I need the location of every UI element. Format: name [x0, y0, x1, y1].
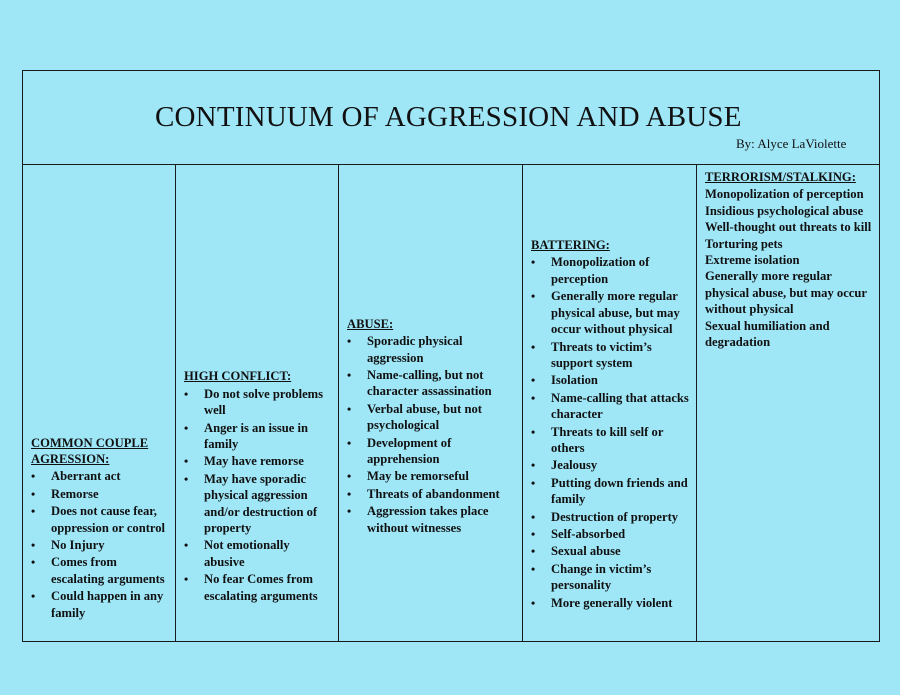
bullet-item: • Self-absorbed [531, 526, 690, 542]
bullet-item: • May have sporadic physical aggression and/or destruction of property [184, 471, 332, 537]
bullet-item: • Do not solve problems well [184, 386, 332, 419]
bullet-list [184, 386, 332, 605]
bullet-item: • Aggression takes place without witnesses [347, 503, 516, 536]
column-terrorism-stalking [697, 165, 879, 641]
list-item: Generally more regular physical abuse, but may occur without physical [705, 269, 867, 317]
author-byline: By: Alyce LaViolette [736, 136, 847, 151]
column-heading-line: AGRESSION: [31, 451, 110, 466]
bullet-item: • May be remorseful [347, 468, 516, 484]
bullet-item: • May have remorse [184, 453, 332, 469]
bullet-list [531, 254, 690, 612]
bullet-list [31, 468, 169, 622]
bullet-item: • Comes from escalating arguments [31, 554, 169, 587]
title-row [23, 71, 879, 165]
bullet-item: • Anger is an issue in family [184, 420, 332, 453]
list-item: Well-thought out threats to kill [705, 220, 872, 235]
bullet-item: • Verbal abuse, but not psychological [347, 401, 516, 434]
list-item: Insidious psychological abuse [705, 203, 864, 218]
bullet-item: • Putting down friends and family [531, 475, 690, 508]
plain-list [705, 186, 873, 350]
bullet-item: • Name-calling, but not character assassination [347, 367, 516, 400]
list-item: Monopolization of perception [705, 187, 864, 202]
column-heading [31, 435, 169, 468]
bullet-item: • Threats to victim’s support system [531, 339, 690, 372]
column-common-couple-aggression [23, 165, 176, 641]
bullet-item: • Destruction of property [531, 509, 690, 525]
column-heading: HIGH CONFLICT: [184, 369, 292, 384]
list-item: Sexual humiliation and degradation [705, 318, 830, 350]
columns [23, 165, 879, 641]
bullet-item: • Threats of abandonment [347, 486, 516, 502]
bullet-item: • Isolation [531, 372, 690, 388]
list-item: Extreme isolation [705, 253, 800, 268]
column-heading-line: COMMON COUPLE [31, 435, 149, 450]
column-heading: BATTERING: [531, 238, 610, 253]
bullet-item: • Sexual abuse [531, 543, 690, 559]
bullet-item: • Name-calling that attacks character [531, 390, 690, 423]
column-heading: TERRORISM/STALKING: [705, 170, 856, 184]
bullet-item: • Remorse [31, 486, 169, 502]
bullet-item: • No Injury [31, 537, 169, 553]
bullet-item: • Does not cause fear, oppression or control [31, 503, 169, 536]
bullet-item: • Generally more regular physical abuse, but may occur without physical [531, 288, 690, 337]
bullet-item: • More generally violent [531, 595, 690, 611]
column-battering [523, 165, 697, 641]
column-heading: ABUSE: [347, 316, 394, 331]
list-item: Torturing pets [705, 236, 783, 251]
bullet-item: • Threats to kill self or others [531, 424, 690, 457]
continuum-chart [22, 70, 880, 642]
bullet-item: • Could happen in any family [31, 588, 169, 621]
bullet-item: • Aberrant act [31, 468, 169, 484]
bullet-item: • Jealousy [531, 457, 690, 473]
bullet-item: • Change in victim’s personality [531, 561, 690, 594]
column-high-conflict [176, 165, 339, 641]
column-abuse [339, 165, 523, 641]
bullet-item: • Not emotionally abusive [184, 537, 332, 570]
page-title: CONTINUUM OF AGGRESSION AND ABUSE [155, 101, 742, 133]
bullet-list [347, 333, 516, 537]
bullet-item: • No fear Comes from escalating arguments [184, 571, 332, 604]
bullet-item: • Development of apprehension [347, 435, 516, 468]
bullet-item: • Sporadic physical aggression [347, 333, 516, 366]
bullet-item: • Monopolization of perception [531, 254, 690, 287]
